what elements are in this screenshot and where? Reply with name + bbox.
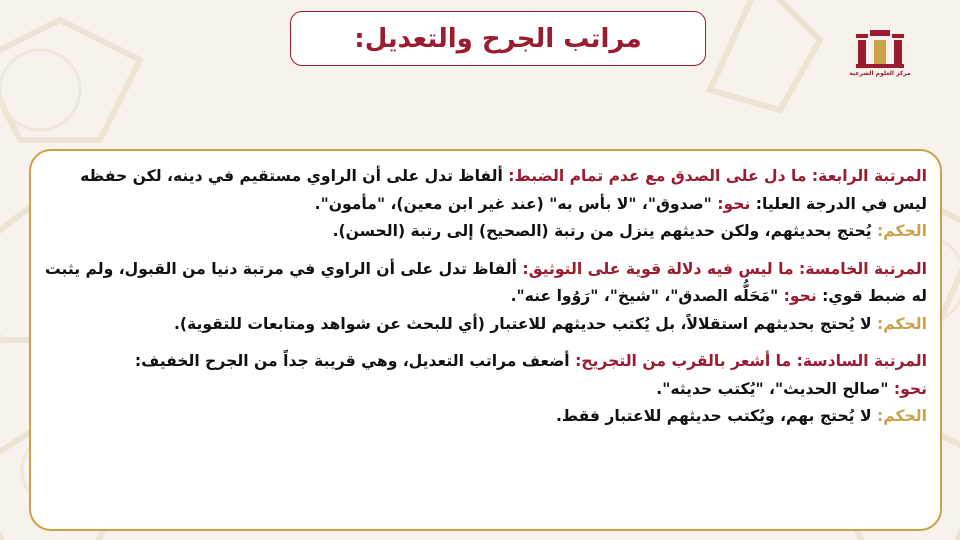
rank-6-ruling-label: الحكم: <box>877 407 927 425</box>
rank-4-desc: ألفاظ تدل على أن الراوي مستقيم في دينه، لكن حفظه ليس في الدرجة العليا: <box>80 167 927 213</box>
rank-5-example: "مَحَلُّه الصدق"، "شيخ"، "رَوُوا عنه". <box>510 287 784 305</box>
rank-4-ruling-label: الحكم: <box>877 222 927 240</box>
rank-6-desc: أضعف مراتب التعديل، وهي قريبة جداً من الجرح الخفيف: <box>134 352 576 370</box>
logo-subtitle: مركز العلوم الشرعية <box>849 70 911 77</box>
rank-5 <box>42 256 927 339</box>
rank-4-ruling: يُحتج بحديثهم، ولكن حديثهم ينزل من رتبة (الصحيح) إلى رتبة (الحسن). <box>332 222 878 240</box>
rank-5-example-label: نحو: <box>783 287 817 305</box>
rank-6-example-label: نحو: <box>893 379 927 398</box>
rank-6-ruling: لا يُحتج بهم، ويُكتب حديثهم للاعتبار فقط. <box>555 407 878 425</box>
content-text <box>42 163 927 441</box>
rank-6 <box>42 348 927 431</box>
logo-mark-icon <box>854 28 906 70</box>
slide-title: مراتب الجرح والتعديل: <box>354 23 642 54</box>
rank-4-example: "صدوق"، "لا بأس به" (عند غير ابن معين)، "مأمون". <box>314 194 718 213</box>
rank-6-title: المرتبة السادسة: ما أشعر بالقرب من التجريح: <box>575 352 927 370</box>
rank-5-desc: ألفاظ تدل على أن الراوي في مرتبة دنيا من القبول، ولم يثبت له ضبط قوي: <box>44 259 927 305</box>
rank-4 <box>42 163 927 246</box>
logo <box>850 28 910 92</box>
rank-5-ruling: لا يُحتج بحديثهم استقلالاً، بل يُكتب حديثهم للاعتبار (أي للبحث عن شواهد ومتابعات للتقوية). <box>173 314 878 333</box>
rank-6-example: "صالح الحديث"، "يُكتب حديثه". <box>656 379 894 398</box>
title-box <box>290 11 706 66</box>
rank-4-title: المرتبة الرابعة: ما دل على الصدق مع عدم تمام الضبط: <box>508 167 927 185</box>
rank-5-title: المرتبة الخامسة: ما ليس فيه دلالة قوية على التوثيق: <box>522 259 927 278</box>
rank-5-ruling-label: الحكم: <box>877 314 927 333</box>
rank-4-example-label: نحو: <box>717 194 751 213</box>
